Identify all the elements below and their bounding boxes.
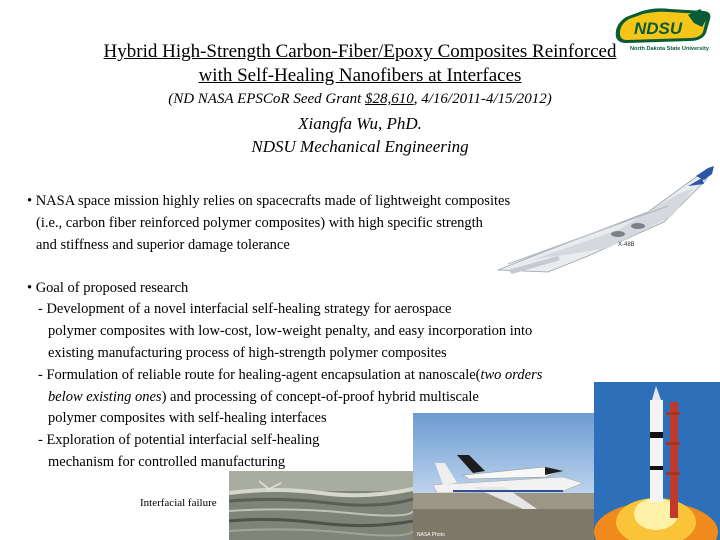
logo-wordmark: NDSU xyxy=(634,19,683,38)
sub-item-2-italic: two orders xyxy=(480,367,543,383)
sub-item-2-text: - Formulation of reliable route for healing-agent encapsulation at nanoscale( xyxy=(38,367,481,383)
sub-item-2-line-3: polymer composites with self-healing interfaces xyxy=(48,410,327,426)
sub-item-3-line-1: - Exploration of potential interfacial self-healing xyxy=(38,432,320,448)
bullet-1-line-1: • NASA space mission highly relies on spacecrafts made of lightweight composites xyxy=(27,193,511,209)
sub-item-1-line-2: polymer composites with low-cost, low-weight penalty, and easy incorporation into xyxy=(48,323,533,339)
title-line-2: with Self-Healing Nanofibers at Interfaces xyxy=(198,65,522,86)
sub-item-1-line-1: - Development of a novel interfacial self-healing strategy for aerospace xyxy=(38,301,452,317)
sub-item-2-italic-cont: below existing ones xyxy=(48,389,162,405)
bullet-1-line-3: and stiffness and superior damage tolerance xyxy=(36,237,290,253)
bullet-2-heading: • Goal of proposed research xyxy=(27,280,189,296)
grant-line xyxy=(0,88,720,110)
ndsu-logo xyxy=(612,3,718,53)
micrograph-label: Interfacial failure xyxy=(140,497,217,509)
interfacial-failure-micrograph xyxy=(229,471,413,540)
title-line-1: Hybrid High-Strength Carbon-Fiber/Epoxy Composites Reinforced xyxy=(103,41,617,62)
sub-item-2-line-1 xyxy=(38,364,542,386)
title-block xyxy=(0,40,720,158)
sub-item-1-line-3: existing manufacturing process of high-strength polymer composites xyxy=(48,345,447,361)
bullet-1-line-2: (i.e., carbon fiber reinforced polymer composites) with high specific strength xyxy=(36,215,483,231)
sub-item-2-text-cont: ) and processing of concept-of-proof hybrid multiscale xyxy=(161,389,479,405)
department-name: NDSU Mechanical Engineering xyxy=(251,137,469,156)
shuttle-carrier-image xyxy=(413,413,595,540)
sub-item-3-line-2: mechanism for controlled manufacturing xyxy=(48,454,286,470)
logo-subtitle: North Dakota State University xyxy=(630,46,709,52)
rocket-launch-image xyxy=(594,382,720,540)
grant-prefix: (ND NASA EPSCoR Seed Grant xyxy=(168,91,365,107)
author-name: Xiangfa Wu, PhD. xyxy=(298,114,422,133)
sub-item-2-line-2 xyxy=(48,386,479,408)
shuttle-photo-credit: NASA Photo xyxy=(417,532,445,538)
grant-amount: $28,610 xyxy=(365,91,414,107)
x48b-aircraft-image xyxy=(468,164,720,282)
aircraft-tail-label: X-48B xyxy=(618,242,635,248)
grant-suffix: , 4/16/2011-4/15/2012) xyxy=(413,91,552,107)
